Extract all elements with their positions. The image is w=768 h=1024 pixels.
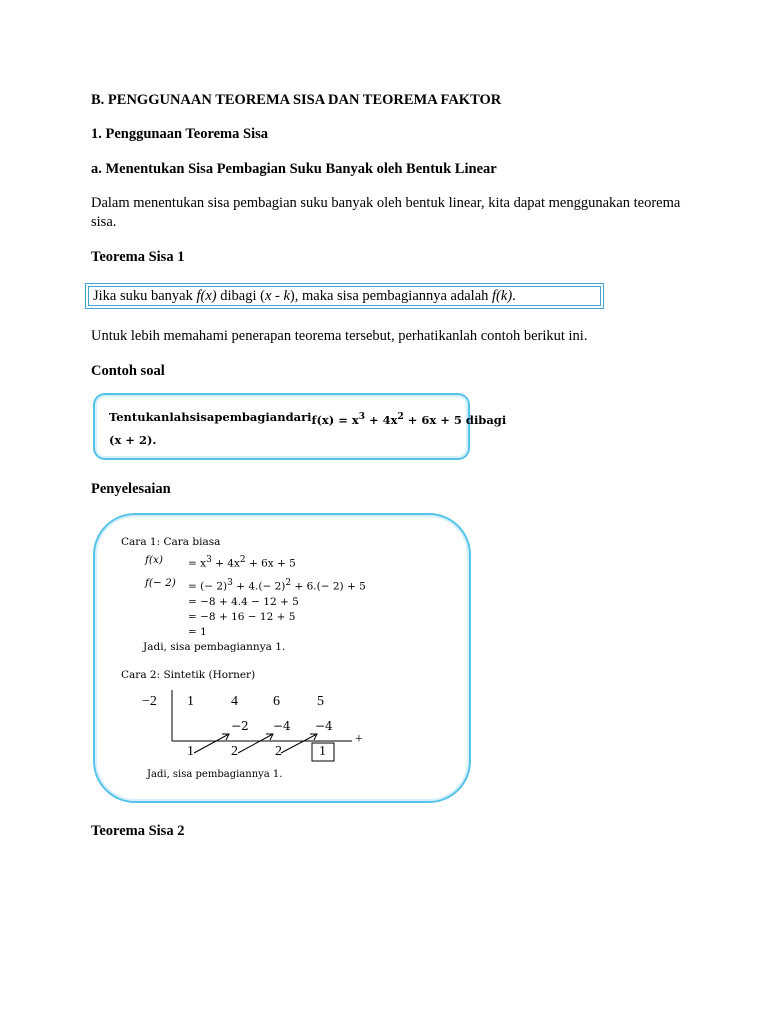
example-box	[93, 393, 507, 460]
result-3: 2	[275, 744, 282, 759]
fx-equation: = $x^3 + 4x^2 + 6x + 5$	[188, 555, 296, 570]
method1-title: Cara 1: Cara biasa	[121, 536, 221, 548]
conclusion-2: Jadi, sisa pembagiannya 1.	[147, 769, 283, 780]
example-problem: Tentukanlah sisa pembagian dari $f(x) = x^3 + 4x^2 + 6x + 5$ dibagi (x + 2).	[109, 410, 507, 447]
method2-title: Cara 2: Sintetik (Horner)	[121, 669, 256, 681]
example-title: Contoh soal	[91, 363, 165, 379]
horner-arrow-1	[194, 734, 229, 753]
fm2-equation: = (− $2)^3 + 4.(- 2)^2 + 6.(- 2) + 5$	[188, 578, 366, 593]
horner-divisor: −2	[142, 694, 157, 709]
product-1: −2	[231, 719, 249, 733]
theorem1-box	[85, 283, 604, 309]
result-2: 2	[231, 744, 238, 759]
heading-section-1: 1. Penggunaan Teorema Sisa	[91, 126, 268, 142]
heading-main: B. PENGGUNAAN TEOREMA SISA DAN TEOREMA FAKTOR	[91, 92, 502, 108]
theorem1-title: Teorema Sisa 1	[91, 249, 185, 265]
coefficient-1: 1	[187, 694, 194, 709]
product-3: −4	[315, 719, 333, 733]
remainder-value: 1	[319, 744, 326, 759]
fm2-label: f(− 2)	[145, 577, 176, 589]
step-4: = 1	[188, 626, 207, 638]
intro-paragraph: Dalam menentukan sisa pembagian suku banyak oleh bentuk linear, kita dapat menggunakan teorema sisa.	[91, 195, 681, 230]
heading-subsection-a: a. Menentukan Sisa Pembagian Suku Banyak oleh Bentuk Linear	[91, 161, 497, 177]
step-3: = −8 + 16 − 12 + 5	[188, 611, 296, 623]
coefficient-3: 6	[273, 694, 280, 709]
result-1: 1	[187, 744, 194, 759]
solution-title: Penyelesaian	[91, 481, 171, 497]
product-2: −4	[273, 719, 291, 733]
coefficient-2: 4	[231, 694, 238, 709]
solution-box	[93, 513, 471, 803]
theorem2-title: Teorema Sisa 2	[91, 823, 185, 839]
step-2: = −8 + 4.4 − 12 + 5	[188, 596, 299, 608]
conclusion-1: Jadi, sisa pembagiannya 1.	[143, 641, 286, 653]
horner-arrow-2	[238, 734, 273, 753]
understand-text: Untuk lebih memahami penerapan teorema tersebut, perhatikanlah contoh berikut ini.	[91, 328, 588, 344]
plus-sign: +	[355, 732, 363, 747]
coefficient-4: 5	[317, 694, 324, 709]
horner-scheme	[95, 515, 469, 801]
fx-label: f(x)	[145, 554, 164, 566]
theorem1-statement: Jika suku banyak f(x) dibagi (x - k), maka sisa pembagiannya adalah f(k).	[88, 286, 601, 306]
